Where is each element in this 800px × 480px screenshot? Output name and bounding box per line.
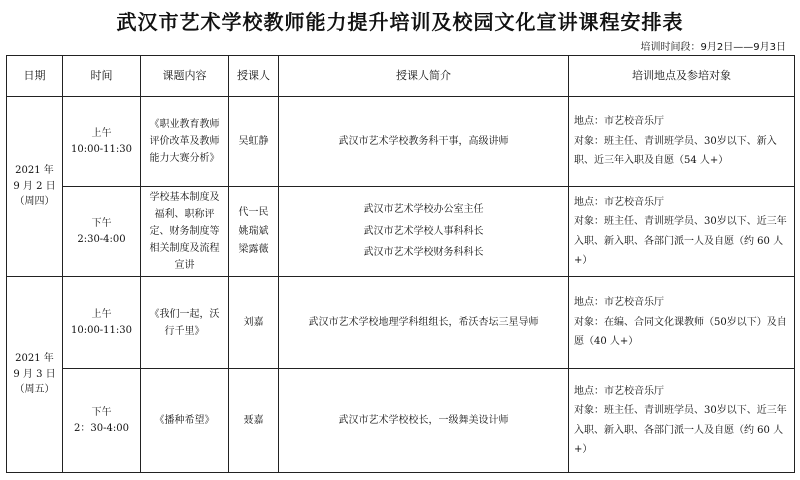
header-row: [7, 56, 795, 97]
teacher-cell: 聂嘉: [229, 369, 279, 473]
date-cell: 2021 年 9 月 3 日 （周五）: [7, 277, 63, 473]
time-cell: 下午 2:30-4:00: [63, 187, 141, 277]
training-period: 培训时间段：9月2日——9月3日: [640, 42, 786, 53]
table-row: [7, 369, 795, 473]
header-location: 培训地点及参培对象: [569, 56, 795, 97]
schedule-table: [6, 55, 795, 473]
location-cell: 地点：市艺校音乐厅 对象：在编、合同文化课教师（50岁以下）及自愿（40 人+）: [569, 277, 795, 369]
topic-cell: 《播种希望》: [141, 369, 229, 473]
intro-cell: 武汉市艺术学校办公室主任 武汉市艺术学校人事科科长 武汉市艺术学校财务科科长: [279, 187, 569, 277]
table-row: [7, 277, 795, 369]
intro-cell: 武汉市艺术学校教务科干事，高级讲师: [279, 97, 569, 187]
table-row: [7, 187, 795, 277]
location-cell: 地点：市艺校音乐厅 对象：班主任、青训班学员、30岁以下、新入职、近三年入职及自愿（54 人+）: [569, 97, 795, 187]
teacher-cell: 吴虹静: [229, 97, 279, 187]
header-topic: 课题内容: [141, 56, 229, 97]
header-teacher: 授课人: [229, 56, 279, 97]
intro-cell: 武汉市艺术学校地理学科组组长，希沃杏坛三星导师: [279, 277, 569, 369]
location-cell: 地点：市艺校音乐厅 对象：班主任、青训班学员、30岁以下、近三年入职、新入职、各部门派一人及自愿（约 60 人+）: [569, 369, 795, 473]
header-date: 日期: [7, 56, 63, 97]
time-cell: 下午 2：30-4:00: [63, 369, 141, 473]
page-title: 武汉市艺术学校教师能力提升培训及校园文化宣讲课程安排表: [116, 10, 684, 34]
header-time: 时间: [63, 56, 141, 97]
time-cell: 上午 10:00-11:30: [63, 97, 141, 187]
header-intro: 授课人简介: [279, 56, 569, 97]
topic-cell: 《职业教育教师评价改革及教师能力大赛分析》: [141, 97, 229, 187]
topic-cell: 《我们一起，沃行千里》: [141, 277, 229, 369]
table-row: [7, 97, 795, 187]
topic-cell: 学校基本制度及福利、职称评定、财务制度等相关制度及流程宣讲: [141, 187, 229, 277]
location-cell: 地点：市艺校音乐厅 对象：班主任、青训班学员、30岁以下、近三年入职、新入职、各部门派一人及自愿（约 60 人+）: [569, 187, 795, 277]
intro-cell: 武汉市艺术学校校长，一级舞美设计师: [279, 369, 569, 473]
teacher-cell: 刘嘉: [229, 277, 279, 369]
date-cell: 2021 年 9 月 2 日 （周四）: [7, 97, 63, 277]
teacher-cell: 代一民 姚瑞斌 梁露薇: [229, 187, 279, 277]
time-cell: 上午 10:00-11:30: [63, 277, 141, 369]
